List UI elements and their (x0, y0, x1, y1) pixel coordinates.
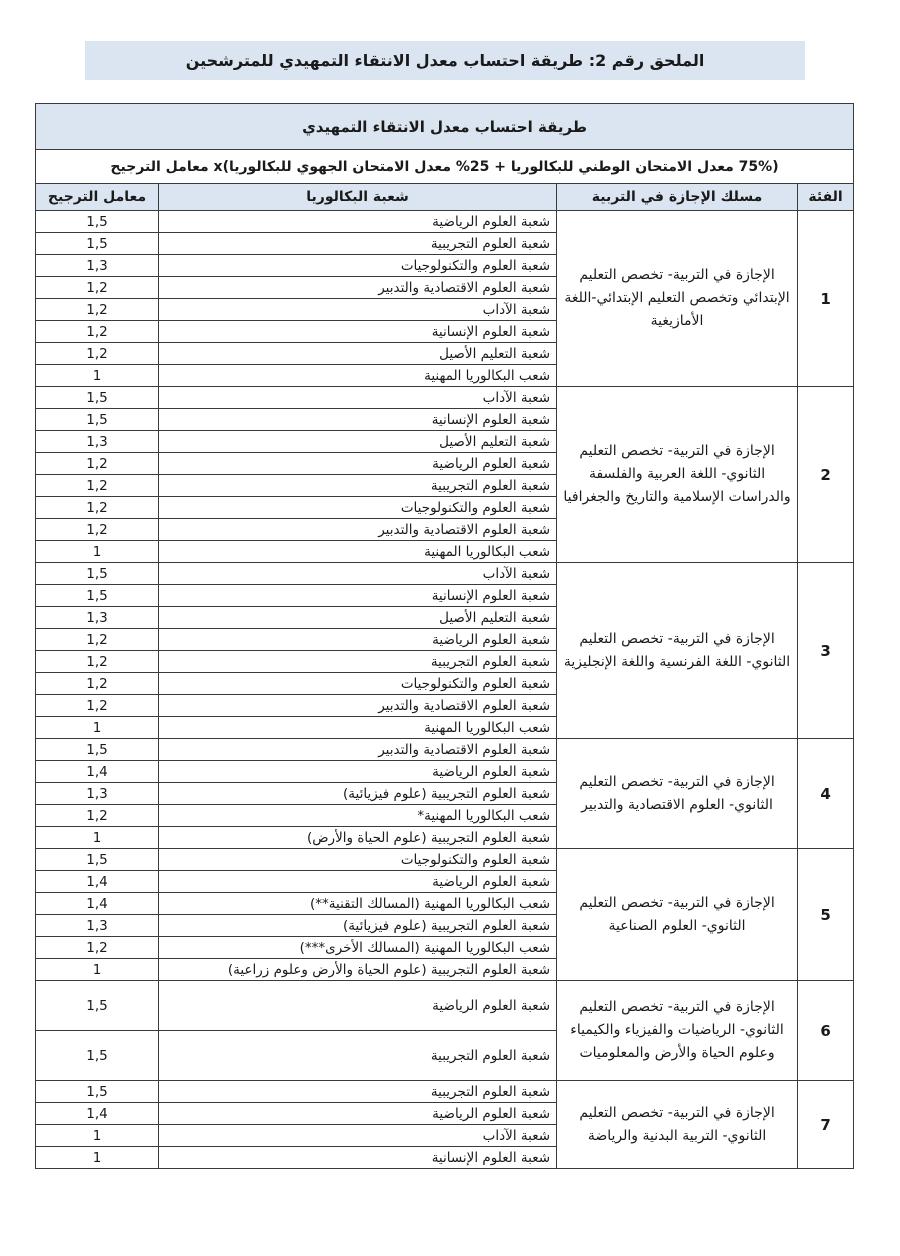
category-cell: 3 (798, 563, 854, 739)
branch-cell: شعب البكالوريا المهنية* (159, 805, 557, 827)
coefficient-cell: 1 (36, 827, 159, 849)
branch-cell: شعبة التعليم الأصيل (159, 607, 557, 629)
coefficient-cell: 1,4 (36, 893, 159, 915)
coefficient-cell: 1,4 (36, 1103, 159, 1125)
coefficient-cell: 1,3 (36, 607, 159, 629)
branch-cell: شعبة العلوم والتكنولوجيات (159, 673, 557, 695)
table-row (36, 387, 854, 409)
coefficient-cell: 1,3 (36, 915, 159, 937)
branch-cell: شعبة العلوم الإنسانية (159, 585, 557, 607)
branch-cell: شعبة العلوم الرياضية (159, 871, 557, 893)
branch-cell: شعبة العلوم والتكنولوجيات (159, 255, 557, 277)
coefficient-cell: 1,5 (36, 233, 159, 255)
path-cell: الإجازة في التربية- تخصص التعليم الثانوي- التربية البدنية والرياضة (557, 1081, 798, 1169)
branch-cell: شعبة العلوم الإنسانية (159, 1147, 557, 1169)
branch-cell: شعبة العلوم التجريبية (علوم فيزيائية) (159, 915, 557, 937)
annex-title: الملحق رقم 2: طريقة احتساب معدل الانتقاء التمهيدي للمترشحين (85, 41, 805, 80)
category-cell: 2 (798, 387, 854, 563)
branch-cell: شعبة العلوم الإنسانية (159, 321, 557, 343)
coefficient-cell: 1,2 (36, 475, 159, 497)
coefficient-cell: 1,5 (36, 563, 159, 585)
category-cell: 4 (798, 739, 854, 849)
coefficient-cell: 1 (36, 959, 159, 981)
category-cell: 1 (798, 211, 854, 387)
coefficient-cell: 1 (36, 541, 159, 563)
branch-cell: شعبة العلوم الرياضية (159, 211, 557, 233)
branch-cell: شعبة الآداب (159, 299, 557, 321)
coefficient-cell: 1,2 (36, 651, 159, 673)
branch-cell: شعبة العلوم الاقتصادية والتدبير (159, 277, 557, 299)
coefficient-cell: 1,2 (36, 695, 159, 717)
branch-cell: شعبة العلوم التجريبية (علوم الحياة والأرض) (159, 827, 557, 849)
category-cell: 7 (798, 1081, 854, 1169)
branch-cell: شعبة العلوم التجريبية (159, 233, 557, 255)
branch-cell: شعبة العلوم التجريبية (159, 1031, 557, 1081)
branch-cell: شعبة العلوم التجريبية (159, 651, 557, 673)
coefficient-cell: 1,3 (36, 783, 159, 805)
path-cell: الإجازة في التربية- تخصص التعليم الثانوي- اللغة الفرنسية واللغة الإنجليزية (557, 563, 798, 739)
table-row (36, 211, 854, 233)
coefficient-cell: 1,2 (36, 277, 159, 299)
table-title: طريقة احتساب معدل الانتقاء التمهيدي (36, 104, 854, 150)
header-coefficient: معامل الترجيح (36, 184, 159, 211)
category-cell: 5 (798, 849, 854, 981)
branch-cell: شعبة العلوم والتكنولوجيات (159, 497, 557, 519)
coefficient-cell: 1,2 (36, 937, 159, 959)
branch-cell: شعبة العلوم التجريبية (علوم فيزيائية) (159, 783, 557, 805)
coefficient-cell: 1,2 (36, 453, 159, 475)
coefficient-cell: 1 (36, 1147, 159, 1169)
coefficient-cell: 1,5 (36, 585, 159, 607)
path-cell: الإجازة في التربية- تخصص التعليم الإبتدائي وتخصص التعليم الإبتدائي-اللغة الأمازيغية (557, 211, 798, 387)
coefficient-cell: 1,5 (36, 1081, 159, 1103)
branch-cell: شعبة العلوم التجريبية (علوم الحياة والأرض وعلوم زراعية) (159, 959, 557, 981)
coefficient-cell: 1,2 (36, 299, 159, 321)
coefficient-cell: 1,5 (36, 387, 159, 409)
category-cell: 6 (798, 981, 854, 1081)
table-row (36, 981, 854, 1031)
coefficient-cell: 1,5 (36, 1031, 159, 1081)
branch-cell: شعبة العلوم الرياضية (159, 1103, 557, 1125)
coefficient-cell: 1,5 (36, 981, 159, 1031)
branch-cell: شعب البكالوريا المهنية (159, 541, 557, 563)
coefficient-cell: 1,5 (36, 849, 159, 871)
coefficient-cell: 1,3 (36, 431, 159, 453)
branch-cell: شعبة العلوم الاقتصادية والتدبير (159, 519, 557, 541)
table-row (36, 739, 854, 761)
branch-cell: شعبة العلوم الرياضية (159, 981, 557, 1031)
branch-cell: شعبة العلوم التجريبية (159, 1081, 557, 1103)
branch-cell: شعبة العلوم التجريبية (159, 475, 557, 497)
branch-cell: شعبة الآداب (159, 1125, 557, 1147)
table-row (36, 1081, 854, 1103)
coefficient-cell: 1,4 (36, 761, 159, 783)
header-category: الفئة (798, 184, 854, 211)
path-cell: الإجازة في التربية- تخصص التعليم الثانوي- اللغة العربية والفلسفة والدراسات الإسلامية والتاريخ والجغرافيا (557, 387, 798, 563)
coefficient-cell: 1 (36, 1125, 159, 1147)
header-path: مسلك الإجازة في التربية (557, 184, 798, 211)
branch-cell: شعبة العلوم الرياضية (159, 761, 557, 783)
coefficient-cell: 1,5 (36, 211, 159, 233)
branch-cell: شعبة العلوم الإنسانية (159, 409, 557, 431)
table-row (36, 563, 854, 585)
branch-cell: شعبة العلوم الاقتصادية والتدبير (159, 739, 557, 761)
formula-row: (75% معدل الامتحان الوطني للبكالوريا + 25% معدل الامتحان الجهوي للبكالوريا)x معامل الترجيح (36, 150, 854, 184)
branch-cell: شعبة العلوم والتكنولوجيات (159, 849, 557, 871)
coefficient-cell: 1 (36, 365, 159, 387)
path-cell: الإجازة في التربية- تخصص التعليم الثانوي- الرياضيات والفيزياء والكيمياء وعلوم الحياة والأرض والمعلوميات (557, 981, 798, 1081)
branch-cell: شعبة التعليم الأصيل (159, 343, 557, 365)
branch-cell: شعبة العلوم الرياضية (159, 453, 557, 475)
path-cell: الإجازة في التربية- تخصص التعليم الثانوي- العلوم الصناعية (557, 849, 798, 981)
branch-cell: شعب البكالوريا المهنية (المسالك الأخرى***) (159, 937, 557, 959)
coefficient-cell: 1,2 (36, 519, 159, 541)
path-cell: الإجازة في التربية- تخصص التعليم الثانوي- العلوم الاقتصادية والتدبير (557, 739, 798, 849)
branch-cell: شعب البكالوريا المهنية (المسالك التقنية**) (159, 893, 557, 915)
branch-cell: شعبة الآداب (159, 387, 557, 409)
coefficient-cell: 1,5 (36, 409, 159, 431)
coefficient-cell: 1,2 (36, 805, 159, 827)
branch-cell: شعبة الآداب (159, 563, 557, 585)
coefficient-cell: 1,3 (36, 255, 159, 277)
coefficient-cell: 1,2 (36, 629, 159, 651)
branch-cell: شعب البكالوريا المهنية (159, 365, 557, 387)
coefficient-cell: 1,4 (36, 871, 159, 893)
coefficient-cell: 1,5 (36, 739, 159, 761)
coefficient-cell: 1,2 (36, 497, 159, 519)
branch-cell: شعب البكالوريا المهنية (159, 717, 557, 739)
coefficient-cell: 1,2 (36, 321, 159, 343)
header-row (36, 184, 854, 211)
branch-cell: شعبة العلوم الرياضية (159, 629, 557, 651)
coefficient-cell: 1,2 (36, 673, 159, 695)
header-branch: شعبة البكالوريا (159, 184, 557, 211)
coefficient-cell: 1 (36, 717, 159, 739)
branch-cell: شعبة التعليم الأصيل (159, 431, 557, 453)
branch-cell: شعبة العلوم الاقتصادية والتدبير (159, 695, 557, 717)
selection-table (35, 103, 854, 1169)
coefficient-cell: 1,2 (36, 343, 159, 365)
table-row (36, 849, 854, 871)
